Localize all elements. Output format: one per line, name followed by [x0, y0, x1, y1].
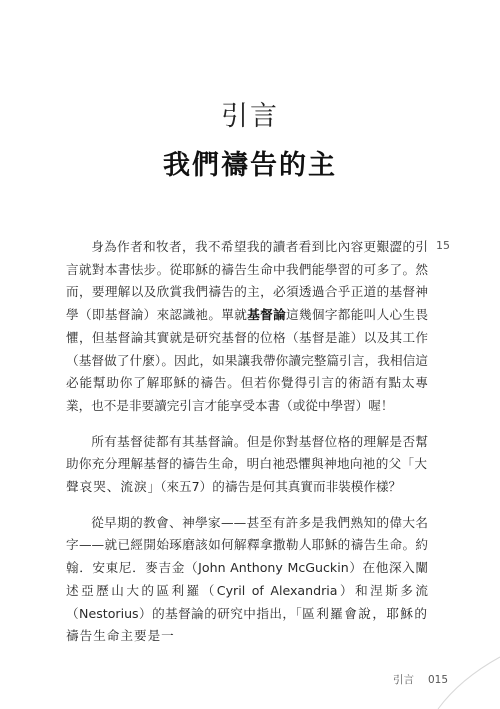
paragraph-3-quote: 區利羅會說，耶穌的禱告生命主要是一: [66, 605, 429, 644]
margin-line-number: 15: [436, 239, 450, 252]
running-head: 引言: [392, 674, 414, 686]
paragraph-2-text-a: 所有基督徒都有其基督論。但是你對基督位格的理解是否幫助你充分理解基督的禱告生命，明白祂恐懼與神地向祂的父「: [66, 433, 428, 472]
paragraph-1-bold-term: 基督論: [247, 307, 287, 323]
chapter-title: 我們禱告的主: [163, 150, 337, 181]
paragraph-1-text-b: 這幾個字都能叫人心生畏懼，但基督論其實就是研究基督的位格（基督是誰）以及其工作（基督做了什麼）。因此，如果讓我帶你讀完整篇引言，我相信這必能幫助你了解耶穌的禱告。但若你覺得引言的術語有點太專業，也不是非要讀完引言才能享受本書（或從中學習）喔！: [66, 307, 429, 413]
chapter-label: 引言: [221, 101, 279, 132]
paragraph-2-text-b: 」（來五7）的禱告是何其真實而非裝模作樣？: [147, 479, 402, 495]
paragraph-3-text-a: 從早期的教會、神學家——甚至有許多是我們熟知的偉大名字——就已經開始琢磨該如何解釋拿撒勒人耶穌的禱告生命。約翰．安東尼．麥吉金（John Anthony McGuckin）在他深入闡述亞歷山大的區利羅（Cyril of Alexandria）和涅斯多流（Nestorius）的基督論的研究中指出，「: [66, 514, 428, 621]
body-text: [66, 236, 428, 661]
paragraph-1-text-a: 身為作者和牧者，我不希望我的讀者看到比內容更艱澀的引言就對本書怯步。從耶穌的禱告生命中我們能學習的可多了。然而，要理解以及欣賞我們禱告的主，必須透過合乎正道的基督神學（即基督論）來認識祂。單就: [66, 239, 428, 323]
paragraph-1: [66, 236, 428, 418]
paragraph-2-quote: 大聲哀哭、流淚: [66, 456, 428, 495]
paragraph-2: [66, 431, 428, 499]
corner-curve-decoration: [420, 649, 500, 709]
paragraph-3: [66, 512, 428, 648]
page-number: 015: [427, 674, 448, 686]
